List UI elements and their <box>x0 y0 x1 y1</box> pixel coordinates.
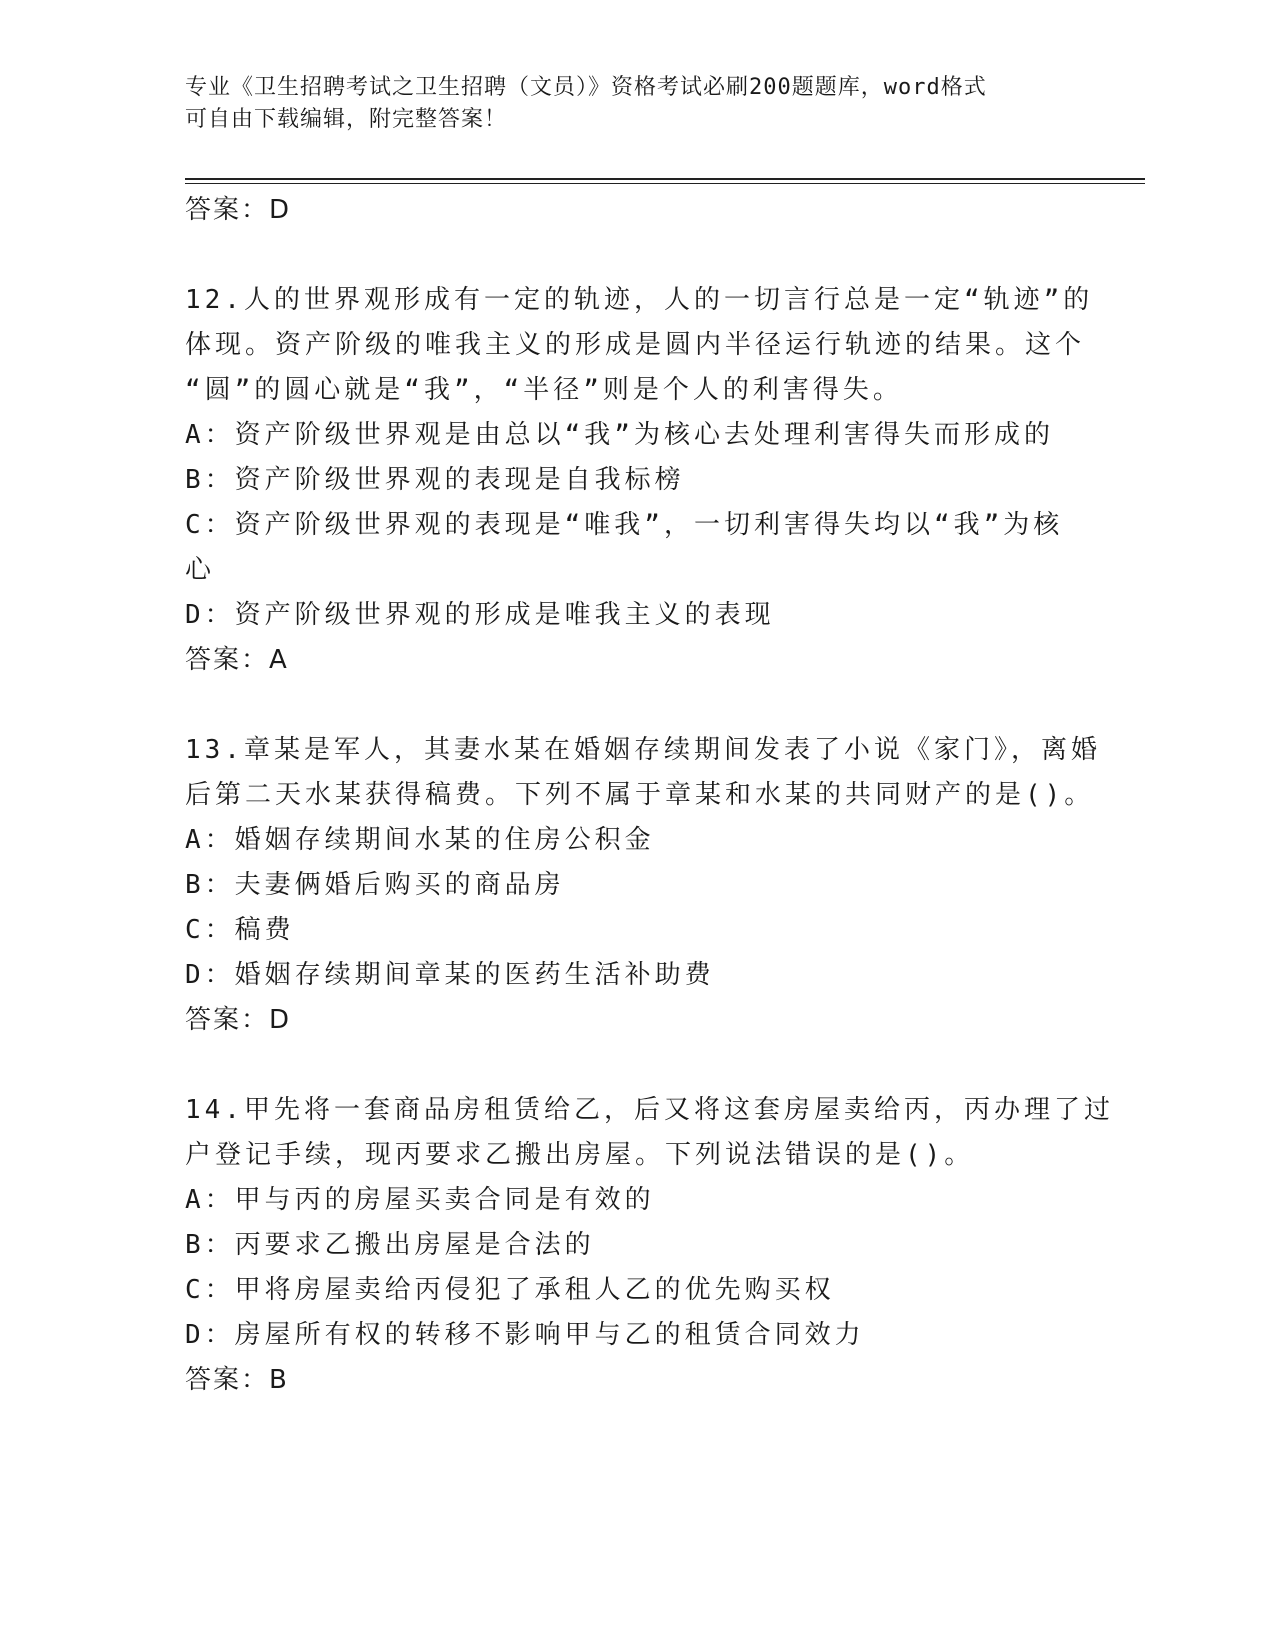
question-stem-line: 12.人的世界观形成有一定的轨迹，人的一切言行总是一定“轨迹”的 <box>185 285 1094 315</box>
document-body <box>185 188 1114 1403</box>
previous-answer: 答案：D <box>185 195 292 225</box>
option-d: D：婚姻存续期间章某的医药生活补助费 <box>185 960 715 990</box>
answer: 答案：A <box>185 645 289 675</box>
document-header <box>185 72 1085 136</box>
option-b: B：丙要求乙搬出房屋是合法的 <box>185 1230 595 1260</box>
question-stem-line: 体现。资产阶级的唯我主义的形成是圆内半径运行轨迹的结果。这个 <box>185 330 1086 360</box>
option-c: C：稿费 <box>185 915 295 945</box>
question-13 <box>185 728 1101 1043</box>
question-stem-line: 14.甲先将一套商品房租赁给乙，后又将这套房屋卖给丙，丙办理了过 <box>185 1095 1114 1125</box>
header-line-1: 专业《卫生招聘考试之卫生招聘（文员）》资格考试必刷200题题库，word格式 <box>185 75 987 100</box>
option-a: A：资产阶级世界观是由总以“我”为核心去处理利害得失而形成的 <box>185 420 1054 450</box>
option-b: B：资产阶级世界观的表现是自我标榜 <box>185 465 685 495</box>
answer: 答案：B <box>185 1365 289 1395</box>
option-c-continued: 心 <box>185 555 216 585</box>
question-stem-line: 后第二天水某获得稿费。下列不属于章某和水某的共同财产的是()。 <box>185 780 1095 810</box>
header-divider-thick <box>185 178 1145 180</box>
option-d: D：资产阶级世界观的形成是唯我主义的表现 <box>185 600 775 630</box>
header-line-2: 可自由下载编辑，附完整答案！ <box>185 107 508 132</box>
answer: 答案：D <box>185 1005 292 1035</box>
option-b: B：夫妻俩婚后购买的商品房 <box>185 870 565 900</box>
option-c: C：甲将房屋卖给丙侵犯了承租人乙的优先购买权 <box>185 1275 835 1305</box>
question-stem-line: 户登记手续，现丙要求乙搬出房屋。下列说法错误的是()。 <box>185 1140 975 1170</box>
header-divider-thin <box>185 183 1145 184</box>
question-14 <box>185 1088 1114 1403</box>
question-stem-line: “圆”的圆心就是“我”，“半径”则是个人的利害得失。 <box>185 375 903 405</box>
option-a: A：婚姻存续期间水某的住房公积金 <box>185 825 655 855</box>
option-a: A：甲与丙的房屋买卖合同是有效的 <box>185 1185 655 1215</box>
question-stem-line: 13.章某是军人，其妻水某在婚姻存续期间发表了小说《家门》，离婚 <box>185 735 1101 765</box>
question-12 <box>185 278 1094 683</box>
option-d: D：房屋所有权的转移不影响甲与乙的租赁合同效力 <box>185 1320 865 1350</box>
option-c: C：资产阶级世界观的表现是“唯我”，一切利害得失均以“我”为核 <box>185 510 1064 540</box>
